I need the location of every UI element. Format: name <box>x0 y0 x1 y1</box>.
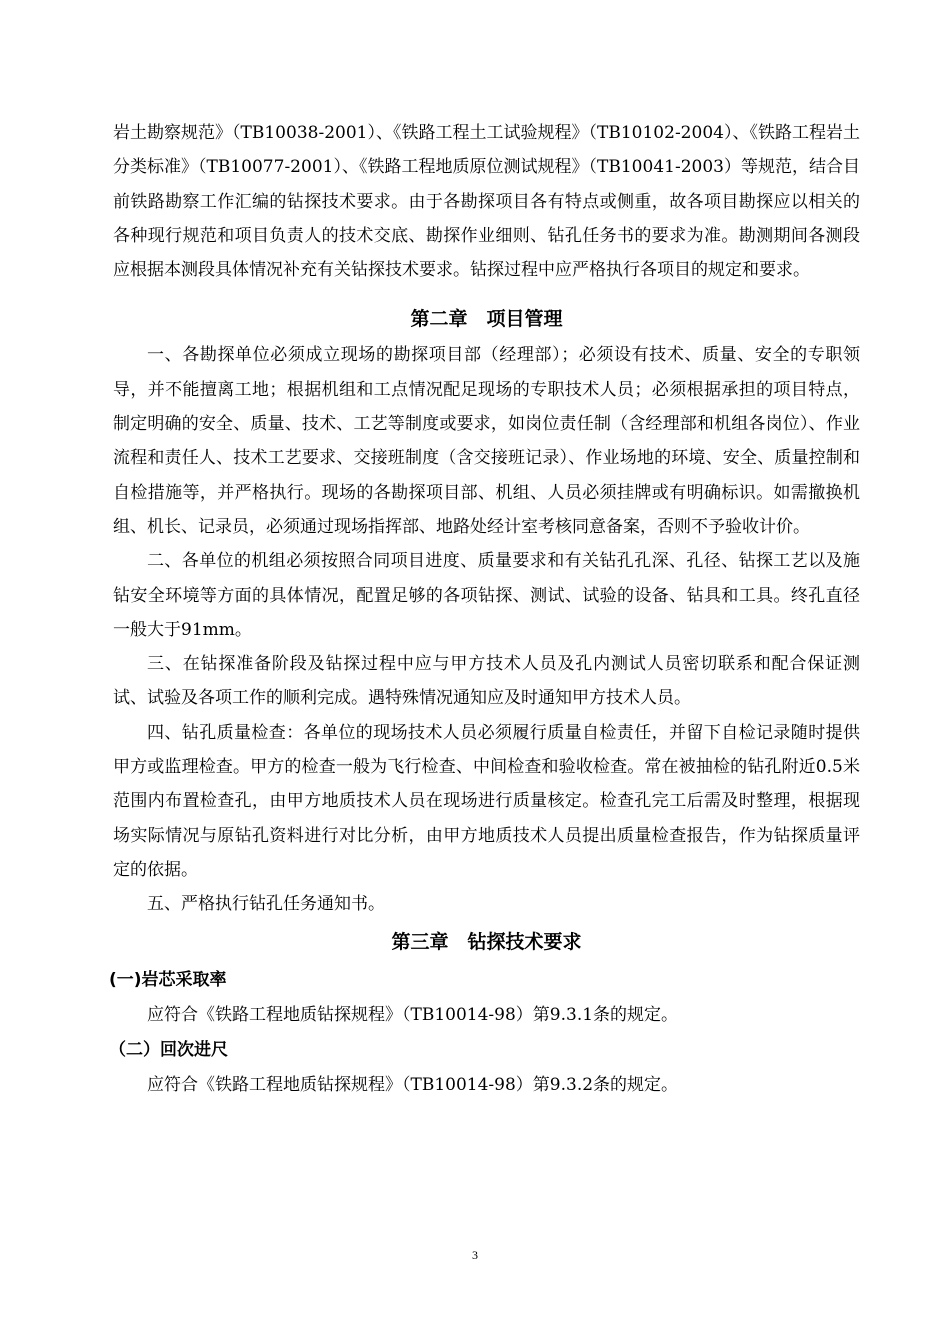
chapter-3-title: 第三章 钻探技术要求 <box>391 930 582 953</box>
document-page <box>109 116 860 1102</box>
section-text-run-footage: 应符合《铁路工程地质钻探规程》（TB10014-98）第9.3.2条的规定。 <box>147 1074 679 1095</box>
chapter-2-paragraph-2: 二、各单位的机组必须按照合同项目进度、质量要求和有关钻孔孔深、孔径、钻探工艺以及施钻安全环境等方面的具体情况，配置足够的各项钻探、测试、试验的设备、钻具和工具。终孔直径一般大于91mm。 <box>113 551 860 640</box>
section-heading-core-recovery: (一)岩芯采取率 <box>109 969 227 990</box>
chapter-2-title: 第二章 项目管理 <box>410 308 563 331</box>
chapter-2-paragraph-4: 四、钻孔质量检查：各单位的现场技术人员必须履行质量自检责任，并留下自检记录随时提供甲方或监理检查。甲方的检查一般为飞行检查、中间检查和验收检查。常在被抽检的钻孔附近0.5米范围内布置检查孔，由甲方地质技术人员在现场进行质量核定。检查孔完工后需及时整理，根据现场实际情况与原钻孔资料进行对比分析，由甲方地质技术人员提出质量检查报告，作为钻探质量评定的依据。 <box>113 722 860 880</box>
page-number: 3 <box>472 1248 478 1262</box>
chapter-2-paragraph-5: 五、严格执行钻孔任务通知书。 <box>147 894 385 915</box>
chapter-2-paragraph-3: 三、在钻探准备阶段及钻探过程中应与甲方技术人员及孔内测试人员密切联系和配合保证测试、试验及各项工作的顺利完成。遇特殊情况通知应及时通知甲方技术人员。 <box>113 654 860 709</box>
section-heading-run-footage: （二）回次进尺 <box>109 1039 228 1060</box>
section-text-core-recovery: 应符合《铁路工程地质钻探规程》（TB10014-98）第9.3.1条的规定。 <box>147 1004 679 1025</box>
intro-paragraph: 岩土勘察规范》（TB10038-2001）、《铁路工程土工试验规程》（TB10102-2004）、《铁路工程岩土分类标准》（TB10077-2001）、《铁路工程地质原位测试规程》（TB10041-2003）等规范，结合目前铁路勘察工作汇编的钻探技术要求。由于各勘探项目各有特点或侧重，故各项目勘探应以相关的各种现行规范和项目负责人的技术交底、勘探作业细则、钻孔任务书的要求为准。勘测期间各测段应根据本测段具体情况补充有关钻探技术要求。钻探过程中应严格执行各项目的规定和要求。 <box>113 123 860 281</box>
chapter-2-paragraph-1: 一、各勘探单位必须成立现场的勘探项目部（经理部）；必须设有技术、质量、安全的专职领导，并不能擅离工地；根据机组和工点情况配足现场的专职技术人员；必须根据承担的项目特点，制定明确的安全、质量、技术、工艺等制度或要求，如岗位责任制（含经理部和机组各岗位）、作业流程和责任人、技术工艺要求、交接班制度（含交接班记录）、作业场地的环境、安全、质量控制和自检措施等，并严格执行。现场的各勘探项目部、机组、人员必须挂牌或有明确标识。如需撤换机组、机长、记录员，必须通过现场指挥部、地路处经计室考核同意备案，否则不予验收计价。 <box>113 345 860 537</box>
